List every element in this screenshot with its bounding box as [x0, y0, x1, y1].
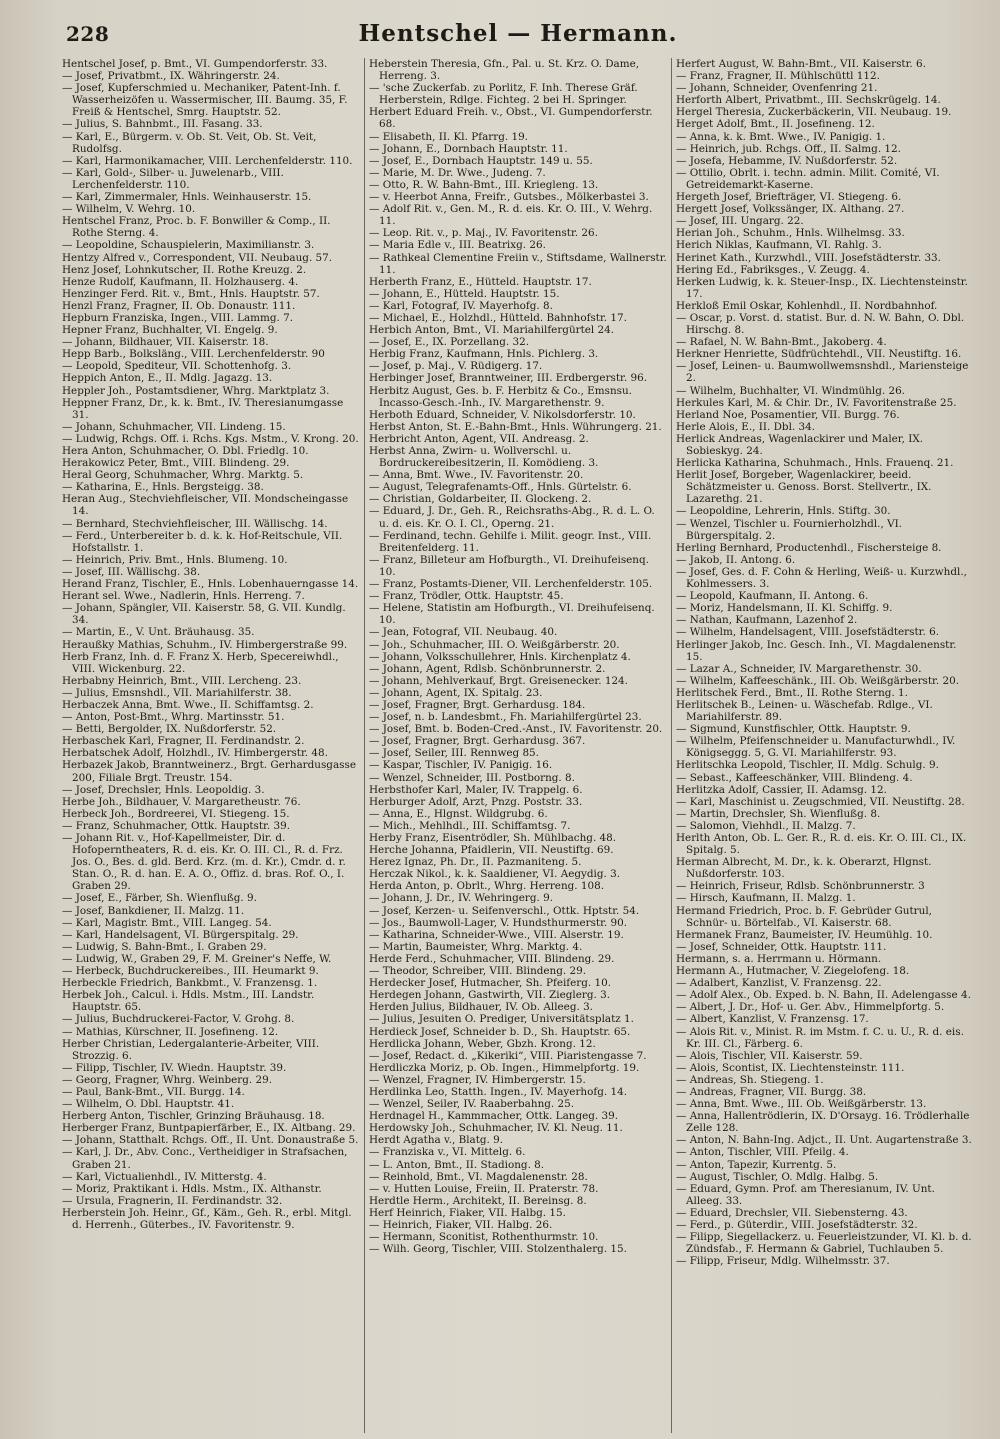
directory-entry: Herbatschek Adolf, Holzhdl., IV. Himbergerstr. 48. [62, 747, 328, 760]
directory-entry: — Eduard, Drechsler, VII. Siebensterng. 43. [676, 1206, 908, 1219]
directory-entry: Herbeckle Friedrich, Bankbmt., V. Franzensg. 1. [62, 977, 318, 990]
directory-entry: — Johann, Statthalt. Rchgs. Off., II. Unt. Donaustraße 5. [62, 1134, 359, 1147]
directory-entry: — Georg, Fragner, Whrg. Weinberg. 29. [62, 1073, 273, 1086]
directory-entry: — Wilhelm, O. Dbl. Hauptstr. 41. [62, 1098, 235, 1111]
directory-entry: Herbe Joh., Bildhauer, V. Margaretheustr. 76. [62, 795, 301, 808]
directory-entry: Herich Niklas, Kaufmann, VI. Rahlg. 3. [676, 239, 882, 252]
directory-entry: — Josef, Bmt. b. Boden-Cred.-Anst., IV. Favoritenstr. 20. [369, 723, 663, 736]
directory-entry: — Martin, Baumeister, Whrg. Marktg. 4. [369, 940, 583, 953]
directory-entry: — Kaspar, Tischler, IV. Panigig. 16. [369, 759, 553, 772]
directory-entry: — Betti, Bergolder, IX. Nußdorferstr. 52. [62, 723, 277, 736]
directory-entry: — Karl, Zimmermaler, Hnls. Weinhauserstr. 15. [62, 191, 312, 204]
directory-entry: — Filipp, Tischler, IV. Wiedn. Hauptstr. 39. [62, 1061, 287, 1074]
directory-entry: — Franz, Postamts-Diener, VII. Lerchenfelderstr. 105. [369, 578, 653, 591]
directory-entry: Herkules Karl, M. & Chir. Dr., IV. Favoritenstraße 25. [676, 396, 957, 409]
directory-entry: — Johann, Mehlverkauf, Brgt. Greisenecker. 124. [369, 674, 628, 687]
directory-entry: Herde Ferd., Schuhmacher, VIII. Blindeng. 29. [369, 952, 615, 965]
directory-entry: — August, Telegrafenamts-Off., Hnls. Gürtelstr. 6. [369, 481, 632, 494]
directory-entry: — Josef, E., IX. Porzellang. 32. [369, 336, 530, 349]
directory-entry: Hermand Friedrich, Proc. b. F. Gebrüder Gutrul, Schnür- u. Börtelfab., VI. Kaiserstr. 68. [676, 904, 932, 929]
directory-entry: — Helene, Statistin am Hofburgth., VI. Dreihufeisenq. 10. [369, 602, 655, 627]
directory-entry: — Josef, Kupferschmied u. Mechaniker, Patent-Inh. f. Wasserheizöfen u. Wassermischer, III. Baumg. 35, F. Freiß & Hentschel, Smrg. Hauptstr. 52. [62, 82, 348, 119]
directory-entry: — Ludwig, Rchgs. Off. i. Rchs. Kgs. Mstm., V. Krong. 20. [62, 432, 359, 445]
directory-entry: — Karl, E., Bürgerm. v. Ob. St. Veit, Ob. St. Veit, Rudolfsg. [62, 130, 317, 155]
directory-entry: — Karl, Harmonikamacher, VIII. Lerchenfelderstr. 110. [62, 154, 353, 167]
directory-entry: — Salomon, Viehhdl., II. Malzg. 7. [676, 819, 856, 832]
directory-entry: Henze Rudolf, Kaufmann, II. Holzhauserg. 4. [62, 275, 299, 288]
directory-entry: Hepner Franz, Buchhalter, VI. Engelg. 9. [62, 324, 278, 337]
directory-entry: Herboth Eduard, Schneider, V. Nikolsdorferstr. 10. [369, 408, 636, 421]
directory-entry: — Josef, Redact. d. „Kikeriki“, VIII. Piaristengasse 7. [369, 1049, 647, 1062]
directory-entry: — Ursula, Fragnerin, II. Ferdinandstr. 32. [62, 1194, 283, 1207]
directory-entry: — Ferd., Unterbereiter b. d. k. k. Hof-Reitschule, VII. Hofstallstr. 1. [62, 529, 343, 554]
directory-entry: Heral Georg, Schuhmacher, Whrg. Marktg. 5. [62, 469, 304, 482]
directory-entry: — Julius, Buchdruckerei-Factor, V. Grohg. 8. [62, 1013, 295, 1026]
directory-entry: Herdegen Johann, Gastwirth, VII. Zieglerg. 3. [369, 989, 611, 1002]
directory-entry: — Heinrich, Priv. Bmt., Hnls. Blumeng. 10. [62, 553, 288, 566]
directory-entry: Herforth Albert, Privatbmt., III. Sechskrügelg. 14. [676, 94, 941, 107]
directory-entry: Herbitz August, Ges. b. F. Herbitz & Co., Emsnsu. Incasso-Gesch.-Inh., IV. Margarethenstr. 9. [369, 384, 632, 409]
directory-entry: Hermann A., Hutmacher, V. Ziegelofeng. 18. [676, 965, 910, 978]
directory-entry: Herlinger Jakob, Inc. Gesch. Inh., VI. Magdalenenstr. 15. [676, 638, 957, 663]
directory-entry: — Leopold, Kaufmann, II. Antong. 6. [676, 590, 869, 603]
directory-entry: Hering Ed., Fabriksges., V. Zeugg. 4. [676, 263, 870, 276]
directory-entry: — Johann, Schneider, Ovenfenring 21. [676, 82, 878, 95]
directory-entry: — Josef, Kerzen- u. Seifenverschl., Ottk. Hptstr. 54. [369, 904, 640, 917]
directory-entry: Heppich Anton, E., II. Mdlg. Jagazg. 13. [62, 372, 273, 385]
directory-entry: Herdlinka Leo, Statth. Ingen., IV. Mayerhofg. 14. [369, 1085, 627, 1098]
directory-entry: — Johann, J. Dr., IV. Wehringerg. 9. [369, 892, 554, 905]
directory-entry: Herdliczka Moriz, p. Ob. Ingen., Himmelpfortg. 19. [369, 1061, 640, 1074]
directory-entry: — Eduard, Gymn. Prof. am Theresianum, IV. Unt. Alleeg. 33. [676, 1182, 935, 1207]
directory-entry: Herf Heinrich, Fiaker, VII. Halbg. 15. [369, 1206, 566, 1219]
directory-entry: Heppner Franz, Dr., k. k. Bmt., IV. Theresianumgasse 31. [62, 396, 344, 421]
directory-entry: — Josef, Fragner, Brgt. Gerhardusg. 367. [369, 735, 586, 748]
directory-entry: — Andreas, Sh. Stiegeng. 1. [676, 1073, 824, 1086]
directory-entry: — Franz, Billeteur am Hofburgth., VI. Dreihufeisenq. 10. [369, 553, 649, 578]
directory-entry: — Julius, Emsnshdl., VII. Mariahilferstr. 38. [62, 686, 292, 699]
directory-entry: Herb Franz, Inh. d. F. Franz X. Herb, Specereiwhdl., VIII. Wickenburg. 22. [62, 650, 339, 675]
column-right [671, 58, 978, 1433]
directory-entry: — Moriz, Praktikant i. Hdls. Mstm., IX. Althanstr. [62, 1182, 322, 1195]
directory-entry: Herken Ludwig, k. k. Steuer-Insp., IX. Liechtensteinstr. 17. [676, 275, 968, 300]
directory-entry: — Anna, Bmt. Wwe., IV. Favoritenstr. 20. [369, 469, 584, 482]
directory-entry: Herlitzka Adolf, Cassier, II. Adamsg. 12. [676, 783, 887, 796]
directory-entry: Henzinger Ferd. Rit. v., Bmt., Hnls. Hauptstr. 57. [62, 287, 320, 300]
directory-entry: Herget Adolf, Bmt., II. Josefineng. 12. [676, 118, 875, 131]
directory-entry: — Wilhelm, Handelsagent, VIII. Josefstädterstr. 6. [676, 626, 940, 639]
directory-entry: — Ottilio, Obrlt. i. techn. admin. Milit. Comité, VI. Getreidemarkt-Kaserne. [676, 166, 940, 191]
directory-entry: Herling Bernhard, Productenhdl., Fischersteige 8. [676, 541, 942, 554]
directory-entry: — Johann Rit. v., Hof-Kapellmeister, Dir. d. Hofoperntheaters, R. d. eis. Kr. O. III. Cl., R. d. Frz. Jos. O., Bes. d. gld. Berd. Krz. (m. d. Kr.), Cmdr. d. r. Stan. O., R. d. han. E. A. O., Offiz. d. bras. Rof. O., I. Graben 29. [62, 832, 346, 893]
directory-entry: — Josefa, Hebamme, IV. Nußdorferstr. 52. [676, 154, 898, 167]
page-number: 228 [66, 22, 110, 46]
directory-entry: — Johann, Agent, Rdlsb. Schönbrunnerstr. 2. [369, 662, 606, 675]
directory-entry: Herche Johanna, Pfaidlerin, VII. Neustiftg. 69. [369, 844, 614, 857]
directory-entry: Herdtle Herm., Architekt, II. Bereinsg. 8. [369, 1194, 587, 1207]
directory-entry: — Josef, III. Wällischg. 38. [62, 565, 201, 578]
directory-entry: — Wenzel, Tischler u. Fournierholzhdl., VI. Bürgerspitalg. 2. [676, 517, 902, 542]
directory-entry: — Lazar A., Schneider, IV. Margarethenstr. 30. [676, 662, 922, 675]
directory-entry: Herbaschek Karl, Fragner, II. Ferdinandstr. 2. [62, 735, 305, 748]
directory-entry: — Julius, Jesuiten O. Prediger, Universitätsplatz 1. [369, 1013, 634, 1026]
directory-entry: — Filipp, Friseur, Mdlg. Wilhelmsstr. 37. [676, 1255, 890, 1268]
entry-columns [58, 58, 978, 1433]
directory-entry: — Karl, Gold-, Silber- u. Juwelenarb., VIII. Lerchenfelderstr. 110. [62, 166, 284, 191]
directory-entry: — 'sche Zuckerfab. zu Porlitz, F. Inh. Therese Gräf. Herberstein, Rdlge. Fichteg. 2 bei H. Springer. [369, 82, 638, 107]
directory-entry: Heraußky Mathias, Schuhm., IV. Himbergerstraße 99. [62, 638, 348, 651]
directory-entry: — Bernhard, Stechviehfleischer, III. Wällischg. 14. [62, 517, 328, 530]
directory-entry: — Johann, Schuhmacher, VII. Lindeng. 15. [62, 420, 286, 433]
directory-entry: — Leopoldine, Lehrerin, Hnls. Stiftg. 30. [676, 505, 891, 518]
directory-entry: — Josef, III. Ungarg. 22. [676, 215, 804, 228]
directory-entry: — August, Tischler, O. Mdlg. Halbg. 5. [676, 1170, 879, 1183]
directory-entry: — Wilhelm, Pfeifenschneider u. Manufacturwhdl., IV. Königseggg. 5, G. VI. Mariahilferstr. 93. [676, 735, 956, 760]
directory-entry: — Franz, Schuhmacher, Ottk. Hauptstr. 39. [62, 819, 290, 832]
directory-entry: Herkloß Emil Oskar, Kohlenhdl., II. Nordbahnhof. [676, 299, 938, 312]
directory-entry: — Herbeck, Buchdruckereibes., III. Heumarkt 9. [62, 965, 319, 978]
directory-entry: — Josef, Seiler, III. Rennweg 85. [369, 747, 539, 760]
directory-entry: — Heinrich, Fiaker, VII. Halbg. 26. [369, 1219, 553, 1231]
directory-entry: Herbabny Heinrich, Bmt., VIII. Lercheng. 23. [62, 674, 302, 687]
directory-entry: — Heinrich, Friseur, Rdlsb. Schönbrunnerstr. 3 [676, 880, 925, 893]
directory-entry: Herman Albrecht, M. Dr., k. k. Oberarzt, Hlgnst. Nußdorferstr. 103. [676, 856, 932, 881]
directory-entry: Herdieck Josef, Schneider b. D., Sh. Hauptstr. 65. [369, 1025, 631, 1038]
directory-entry: Herda Anton, p. Obrlt., Whrg. Herreng. 108. [369, 880, 605, 893]
directory-entry: Herlitschek Ferd., Bmt., II. Rothe Sterng. 1. [676, 686, 908, 699]
directory-entry: — Elisabeth, II. Kl. Pfarrg. 19. [369, 130, 528, 143]
directory-entry: Herdecker Josef, Hutmacher, Sh. Pfeiferg. 10. [369, 977, 612, 990]
directory-entry: — Sebast., Kaffeeschänker, VIII. Blindeng. 4. [676, 771, 913, 784]
directory-entry: — Leopoldine, Schauspielerin, Maximilianstr. 3. [62, 239, 315, 252]
directory-entry: — Martin, E., V. Unt. Bräuhausg. 35. [62, 626, 255, 639]
directory-entry: — Josef, E., Dornbach Hauptstr. 149 u. 55. [369, 154, 593, 167]
directory-entry: — Ferd., p. Güterdir., VIII. Josefstädterstr. 32. [676, 1219, 918, 1231]
directory-entry: Herakowicz Peter, Bmt., VIII. Blindeng. 29. [62, 457, 290, 470]
directory-entry: Herczak Nikol., k. k. Saaldiener, VI. Aegydig. 3. [369, 868, 621, 881]
directory-entry: — Marie, M. Dr. Wwe., Judeng. 7. [369, 166, 546, 179]
directory-entry: — Wilh. Georg, Tischler, VIII. Stolzenthalerg. 15. [369, 1243, 627, 1256]
directory-entry: Herbich Anton, Bmt., VI. Mariahilfergürtel 24. [369, 324, 615, 337]
directory-entry: Herdlicka Johann, Weber, Gbzh. Krong. 12. [369, 1037, 596, 1050]
directory-entry: Hera Anton, Schuhmacher, O. Dbl. Friedlg. 10. [62, 445, 309, 457]
directory-entry: — Nathan, Kaufmann, Lazenhof 2. [676, 614, 858, 627]
directory-entry: — Adolf Rit. v., Gen. M., R. d. eis. Kr. O. III., V. Wehrg. 11. [369, 203, 653, 228]
directory-entry: — Anton, Post-Bmt., Whrg. Martinsstr. 51. [62, 711, 285, 724]
directory-entry: Herlitschek B., Leinen- u. Wäschefab. Rdlge., VI. Mariahilferstr. 89. [676, 698, 933, 724]
directory-entry: Herbaczek Anna, Bmt. Wwe., II. Schiffamtsg. 2. [62, 698, 314, 711]
directory-entry: — Joh., Schuhmacher, III. O. Weißgärberstr. 20. [369, 638, 620, 651]
directory-entry: — Josef, Schneider, Ottk. Hauptstr. 111. [676, 940, 887, 953]
directory-entry: — Karl, J. Dr., Abv. Conc., Vertheidiger in Strafsachen, Graben 21. [62, 1146, 348, 1171]
directory-entry: — Julius, S. Bahnbmt., III. Fasang. 33. [62, 118, 263, 131]
directory-entry: — Wilhelm, Buchhalter, VI. Windmühlg. 26. [676, 384, 905, 397]
directory-entry: — Oscar, p. Vorst. d. statist. Bur. d. N. W. Bahn, O. Dbl. Hirschg. 8. [676, 311, 965, 337]
directory-entry: — Albert, Kanzlist, V. Franzensg. 17. [676, 1013, 869, 1026]
directory-entry: — Leopold, Spediteur, VII. Schottenhofg. 3. [62, 360, 292, 373]
directory-entry: — Karl, Maschinist u. Zeugschmied, VII. Neustiftg. 28. [676, 795, 965, 808]
directory-entry: Herland Noe, Posamentier, VII. Burgg. 76. [676, 408, 900, 421]
directory-entry: — Karl, Victualienhdl., IV. Mitterstg. 4. [62, 1170, 267, 1183]
directory-entry: — Theodor, Schreiber, VIII. Blindeng. 29. [369, 965, 587, 978]
directory-entry: — Jos., Baumwoll-Lager, V. Hundsthurmerstr. 90. [369, 916, 628, 929]
directory-entry: — Anton, N. Bahn-Ing. Adjct., II. Unt. Augartenstraße 3. [676, 1134, 972, 1147]
directory-entry: — Wenzel, Seiler, IV. Raaberbahng. 25. [369, 1098, 575, 1111]
directory-entry: Hepburn Franziska, Ingen., VIII. Lammg. 7. [62, 311, 294, 324]
directory-entry: — Alois, Scontist, IX. Liechtensteinstr. 111. [676, 1061, 905, 1074]
column-left [58, 58, 364, 1433]
directory-entry: — Reinhold, Bmt., VI. Magdalenenstr. 28. [369, 1170, 588, 1183]
directory-entry: — Adolf Alex., Ob. Exped. b. N. Bahn, II. Adelengasse 4. [676, 989, 971, 1002]
directory-entry: Herbig Franz, Kaufmann, Hnls. Pichlerg. 3. [369, 348, 599, 361]
directory-entry: Herbek Joh., Calcul. i. Hdls. Mstm., III. Landstr. Hauptstr. 65. [62, 989, 315, 1014]
directory-entry: Herlicka Katharina, Schuhmach., Hnls. Frauenq. 21. [676, 457, 954, 470]
directory-entry: — Josef, Ges. d. F. Cohn & Herling, Weiß- u. Kurzwhdl., Kohlmessers. 3. [676, 565, 967, 591]
directory-entry: — Ludwig, W., Graben 29, F. M. Greiner's Neffe, W. [62, 952, 332, 965]
directory-entry: — Katharina, E., Hnls. Bergsteigg. 38. [62, 481, 264, 494]
directory-entry: — Josef, p. Maj., V. Rüdigerg. 17. [369, 360, 543, 373]
directory-entry: — Leop. Rit. v., p. Maj., IV. Favoritenstr. 26. [369, 227, 598, 240]
directory-entry: — Anna, Bmt. Wwe., III. Ob. Weißgärberstr. 13. [676, 1098, 927, 1111]
directory-entry: Hermanek Franz, Baumeister, IV. Heumühlg. 10. [676, 928, 933, 941]
directory-entry: Herkner Henriette, Südfrüchtehdl., VII. Neustiftg. 16. [676, 348, 962, 361]
directory-entry: — Josef, Bankdiener, II. Malzg. 11. [62, 904, 245, 917]
directory-entry: Herez Ignaz, Ph. Dr., II. Pazmaniteng. 5. [369, 856, 582, 869]
directory-entry: — Alois, Tischler, VII. Kaiserstr. 59. [676, 1049, 863, 1062]
directory-entry: — Johann, Agent, IX. Spitalg. 23. [369, 686, 543, 699]
column-middle [364, 58, 671, 1433]
directory-entry: — Anton, Tapezir, Kurrentg. 5. [676, 1158, 837, 1171]
directory-entry: — Rathkeal Clementine Freiin v., Stiftsdame, Wallnerstr. 11. [369, 251, 667, 276]
directory-entry: — Rafael, N. W. Bahn-Bmt., Jakoberg. 4. [676, 336, 887, 349]
directory-entry: — Christian, Goldarbeiter, II. Glockeng. 2. [369, 493, 592, 506]
directory-entry: — Anton, Tischler, VIII. Pfeilg. 4. [676, 1146, 849, 1159]
directory-entry: Henz Josef, Lohnkutscher, II. Rothe Kreuzg. 2. [62, 263, 307, 276]
directory-entry: — Hermann, Sconitist, Rothenthurmstr. 10. [369, 1231, 599, 1244]
directory-entry: — Martin, Drechsler, Sh. Wienflußg. 8. [676, 807, 881, 820]
directory-entry: — Josef, n. b. Landesbmt., Fh. Mariahilfergürtel 23. [369, 711, 642, 724]
directory-entry: — Maria Edle v., III. Beatrixg. 26. [369, 239, 546, 252]
directory-entry: — Ludwig, S. Bahn-Bmt., I. Graben 29. [62, 940, 267, 953]
directory-entry: — Josef, Drechsler, Hnls. Leopoldig. 3. [62, 783, 265, 796]
directory-entry: — Josef, Privatbmt., IX. Währingerstr. 24. [62, 70, 280, 83]
directory-entry: Herberg Anton, Tischler, Grinzing Bräuhausg. 18. [62, 1110, 325, 1123]
directory-entry: Henzl Franz, Fragner, II. Ob. Donaustr. 111. [62, 299, 296, 312]
directory-entry: — Hirsch, Kaufmann, II. Malzg. 1. [676, 892, 856, 905]
directory-entry: Herden Julius, Bildhauer, IV. Ob. Alleeg. 3. [369, 1001, 593, 1014]
directory-entry: — Otto, R. W. Bahn-Bmt., III. Kriegleng. 13. [369, 178, 599, 191]
directory-entry: — Karl, Handelsagent, VI. Bürgerspitalg. 29. [62, 928, 299, 941]
directory-entry: — Johann, Volksschullehrer, Hnls. Kirchenplatz 4. [369, 650, 631, 663]
directory-entry: Hergel Theresia, Zuckerbäckerin, VII. Neubaug. 19. [676, 106, 952, 119]
directory-entry: Hentschel Franz, Proc. b. F. Bonwiller & Comp., II. Rothe Sterng. 4. [62, 215, 331, 240]
directory-entry: — Josef, E., Färber, Sh. Wienflußg. 9. [62, 892, 257, 905]
directory-entry: — Johann, E., Hütteld. Hauptstr. 15. [369, 287, 560, 300]
directory-entry: — Jakob, II. Antong. 6. [676, 553, 796, 566]
directory-entry: — Josef, Fragner, Brgt. Gerhardusg. 184. [369, 698, 586, 711]
directory-entry: Herlitschka Leopold, Tischler, II. Mdlg. Schulg. 9. [676, 759, 939, 772]
directory-entry: Herber Christian, Ledergalanterie-Arbeiter, VIII. Strozzig. 6. [62, 1037, 320, 1062]
directory-entry: — Sigmund, Kunstfischler, Ottk. Hauptstr. 9. [676, 723, 911, 736]
directory-entry: — Wenzel, Fragner, IV. Himbergerstr. 15. [369, 1073, 586, 1086]
directory-entry: — Adalbert, Kanzlist, V. Franzensg. 22. [676, 977, 882, 990]
directory-entry: — Wilhelm, V. Wehrg. 10. [62, 203, 196, 216]
directory-entry: Herian Joh., Schuhm., Hnls. Wilhelmsg. 33. [676, 227, 905, 240]
directory-entry: — Andreas, Fragner, VII. Burgg. 38. [676, 1085, 867, 1098]
page-header [58, 18, 978, 58]
directory-entry: — Josef, Leinen- u. Baumwollwemsnshdl., Mariensteige 2. [676, 360, 969, 385]
directory-entry: — v. Heerbot Anna, Freifr., Gutsbes., Mölkerbastei 3. [369, 191, 649, 204]
directory-entry: — Moriz, Handelsmann, II. Kl. Schiffg. 9. [676, 602, 893, 615]
directory-entry: Hergett Josef, Volkssänger, IX. Althang. 27. [676, 203, 905, 216]
directory-entry: Herbeck Joh., Bordreerei, VI. Stiegeng. 15. [62, 807, 290, 820]
directory-entry: — Albert, J. Dr., Hof- u. Ger. Abv., Himmelpfortg. 5. [676, 1001, 945, 1014]
directory-entry: — Franziska v., VI. Mittelg. 6. [369, 1146, 526, 1159]
directory-entry: Herbinger Josef, Branntweiner, III. Erdbergerstr. 96. [369, 372, 648, 385]
directory-entry: — Paul, Bank-Bmt., VII. Burgg. 14. [62, 1085, 245, 1098]
directory-entry: Herfert August, W. Bahn-Bmt., VII. Kaiserstr. 6. [676, 58, 926, 70]
running-head: Hentschel — Hermann. [358, 20, 678, 47]
directory-entry: — Karl, Fotograf, IV. Mayerhofg. 8. [369, 299, 553, 312]
directory-entry: Herburger Adolf, Arzt, Pnzg. Poststr. 33. [369, 795, 583, 808]
directory-entry: — Karl, Magistr. Bmt., VIII. Langeg. 54. [62, 916, 272, 929]
directory-entry: Herinet Kath., Kurzwhdl., VIII. Josefstädterstr. 33. [676, 251, 941, 264]
directory-entry: Herdnagel H., Kammmacher, Ottk. Langeg. 39. [369, 1110, 619, 1123]
directory-entry: Heran Aug., Stechviehfleischer, VII. Mondscheingasse 14. [62, 493, 349, 518]
directory-entry: — Anna, Hallentrödlerin, IX. D'Orsayg. 16. Trödlerhalle Zelle 128. [676, 1110, 970, 1135]
directory-entry: Herand Franz, Tischler, E., Hnls. Lobenhauerngasse 14. [62, 578, 359, 591]
directory-entry: Herbsthofer Karl, Maler, IV. Trappelg. 6. [369, 783, 583, 796]
directory-entry: — Ferdinand, techn. Gehilfe i. Milit. geogr. Inst., VIII. Breitenfelderg. 11. [369, 529, 652, 554]
directory-entry: — L. Anton, Bmt., II. Stadiong. 8. [369, 1158, 545, 1171]
directory-entry: — Alois Rit. v., Minist. R. im Mstm. f. C. u. U., R. d. eis. Kr. III. Cl., Färberg. 6. [676, 1025, 964, 1050]
directory-entry: Herbert Eduard Freih. v., Obst., VI. Gumpendorferstr. 68. [369, 106, 653, 131]
directory-entry: — Johann, Bildhauer, VII. Kaiserstr. 18. [62, 336, 269, 349]
directory-entry: — Eduard, J. Dr., Geh. R., Reichsraths-Abg., R. d. L. O. u. d. eis. Kr. O. I. Cl., Operng. 21. [369, 505, 655, 530]
directory-entry: — Jean, Fotograf, VII. Neubaug. 40. [369, 626, 558, 639]
directory-entry: Herlth Anton, Ob. L. Ger. R., R. d. eis. Kr. O. III. Cl., IX. Spitalg. 5. [676, 832, 967, 857]
directory-entry: Herlick Andreas, Wagenlackirer und Maler, IX. Sobieskyg. 24. [676, 432, 924, 457]
directory-entry: — Michael, E., Holzhdl., Hütteld. Bahnhofstr. 17. [369, 311, 627, 324]
directory-entry: — Heinrich, jub. Rchgs. Off., II. Salmg. 12. [676, 142, 901, 155]
directory-entry: Herbricht Anton, Agent, VII. Andreasg. 2. [369, 432, 589, 445]
directory-entry: Herbazek Jakob, Branntweinerz., Brgt. Gerhardusgasse 200, Filiale Brgt. Treustr. 154. [62, 759, 356, 784]
directory-entry: — Johann, E., Dornbach Hauptstr. 11. [369, 142, 568, 155]
directory-entry: Herdowsky Joh., Schuhmacher, IV. Kl. Neug. 11. [369, 1122, 623, 1135]
directory-entry: — Anna, k. k. Bmt. Wwe., IV. Panigig. 1. [676, 130, 886, 143]
directory-entry: — Wilhelm, Kaffeeschänk., III. Ob. Weißgärberstr. 20. [676, 674, 960, 687]
directory-entry: — Johann, Spängler, VII. Kaiserstr. 58, G. VII. Kundlg. 34. [62, 602, 346, 627]
directory-entry: Herberth Franz, E., Hütteld. Hauptstr. 17. [369, 275, 592, 288]
directory-entry: Hermann, s. a. Herrmann u. Hörmann. [676, 952, 882, 965]
directory-entry: — Mathias, Kürschner, II. Josefineng. 12. [62, 1025, 279, 1038]
directory-entry: Heberstein Theresia, Gfn., Pal. u. St. Krz. O. Dame, Herreng. 3. [369, 58, 640, 83]
directory-entry: Herant sel. Wwe., Nadlerin, Hnls. Herreng. 7. [62, 590, 305, 603]
directory-entry: Hergeth Josef, Briefträger, VI. Stiegeng. 6. [676, 191, 902, 204]
directory-entry: Herle Alois, E., II. Dbl. 34. [676, 420, 816, 433]
directory-entry: — Anna, E., Hlgnst. Wildgrubg. 6. [369, 807, 548, 820]
directory-entry: — Franz, Fragner, II. Mühlschüttl 112. [676, 70, 880, 83]
directory-entry: Herberger Franz, Buntpapierfärber, E., IX. Altbang. 29. [62, 1122, 356, 1135]
directory-entry: Herby Franz, Eisentrödler, Sh. Mühlbachg. 48. [369, 832, 617, 844]
directory-entry: Hentschel Josef, p. Bmt., VI. Gumpendorferstr. 33. [62, 58, 328, 70]
directory-entry: Hentzy Alfred v., Correspondent, VII. Neubaug. 57. [62, 251, 333, 264]
directory-entry: Herbst Anton, St. E.-Bahn-Bmt., Hnls. Wührungerg. 21. [369, 420, 662, 433]
directory-entry: — Filipp, Siegellackerz. u. Feuerleistzunder, VI. Kl. b. d. Zündsfab., F. Hermann & Gabriel, Tuchlauben 5. [676, 1231, 972, 1256]
directory-entry: Herbst Anna, Zwirn- u. Wollverschl. u. Bordruckereibesitzerin, II. Komödieng. 3. [369, 445, 599, 470]
directory-entry: Herberstein Joh. Heinr., Gf., Käm., Geh. R., erbl. Mitgl. d. Herrenh., Güterbes., IV. Favoritenstr. 9. [62, 1206, 352, 1231]
directory-entry: — Katharina, Schneider-Wwe., VIII. Alserstr. 19. [369, 928, 624, 941]
directory-entry: — Wenzel, Schneider, III. Postborng. 8. [369, 771, 575, 784]
directory-entry: Heppler Joh., Postamtsdiener, Whrg. Marktplatz 3. [62, 384, 330, 397]
directory-entry: Herlit Josef, Borgeber, Wagenlackirer, beeid. Schätzmeister u. Genoss. Borst. Stellvertr., IX. Lazarethg. 21. [676, 469, 932, 506]
directory-entry: — Mich., Mehlhdl., III. Schiffamtsg. 7. [369, 819, 571, 832]
directory-entry: Hepp Barb., Bolksläng., VIII. Lerchenfelderstr. 90 [62, 348, 325, 361]
directory-entry: Herdt Agatha v., Blatg. 9. [369, 1134, 504, 1147]
directory-entry: — Franz, Trödler, Ottk. Hauptstr. 45. [369, 590, 564, 603]
directory-entry: — v. Hutten Louise, Freiin, II. Praterstr. 78. [369, 1182, 599, 1195]
